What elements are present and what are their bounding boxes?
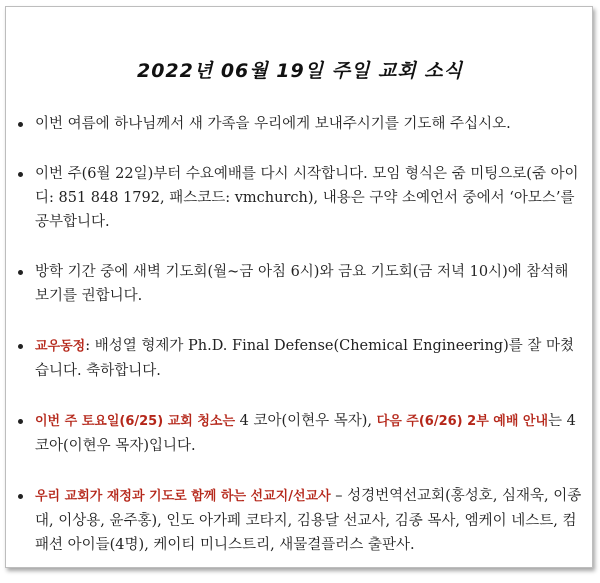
item-highlight-2: 다음 주(6/26) 2부 예배 안내 <box>376 414 549 429</box>
bullet-icon <box>18 122 23 127</box>
item-highlight: 이번 주 토요일(6/25) 교회 청소는 <box>35 414 236 429</box>
item-text: 방학 기간 중에 새벽 기도회(월~금 아침 6시)와 금요 기도회(금 저녁 10시)에 참석해 보기를 권합니다. <box>35 264 569 304</box>
item-text: 이번 여름에 하나님께서 새 가족을 우리에게 보내주시기를 기도해 주십시오. <box>35 116 511 132</box>
page-title: 2022년 06월 19일 주일 교회 소식 <box>136 60 464 82</box>
item-text: 이번 주(6월 22일)부터 수요예배를 다시 시작합니다. 모임 형식은 줌 미팅으로(줌 아이디: 851 848 1792, 패스코드: vmchurch), 내용은 구약 소예언서 중에서 ‘아모스’를 공부합니다. <box>35 166 579 230</box>
bullet-icon <box>18 344 23 349</box>
item-highlight: 교우동정 <box>35 339 86 354</box>
item-text-2: 는 4코아(이현우 목자)입니다. <box>35 413 576 454</box>
announcement-list <box>0 112 600 583</box>
item-highlight: 우리 교회가 재정과 기도로 함께 하는 선교지/선교사 <box>35 489 331 504</box>
item-text: – 성경번역선교회(홍성호, 심재욱, 이종대, 이상용, 윤주홍), 인도 아가페 코타지, 김용달 선교사, 김종 목사, 엠케이 네스트, 컴패션 아이들(4명), 케이티 미니스트리, 새물결플러스 출판사. <box>35 488 582 553</box>
item-text: 4 코아(이현우 목자), <box>235 413 377 429</box>
bullet-icon <box>18 494 23 499</box>
list-item <box>0 484 600 557</box>
list-item <box>0 260 600 308</box>
bullet-icon <box>18 172 23 177</box>
list-item <box>0 112 600 136</box>
item-text: : 배성열 형제가 Ph.D. Final Defense(Chemical Engineering)를 잘 마쳤습니다. 축하합니다. <box>35 338 574 379</box>
bullet-icon <box>18 270 23 275</box>
list-item <box>0 409 600 458</box>
bullet-icon <box>18 419 23 424</box>
list-item <box>0 162 600 234</box>
list-item <box>0 334 600 383</box>
